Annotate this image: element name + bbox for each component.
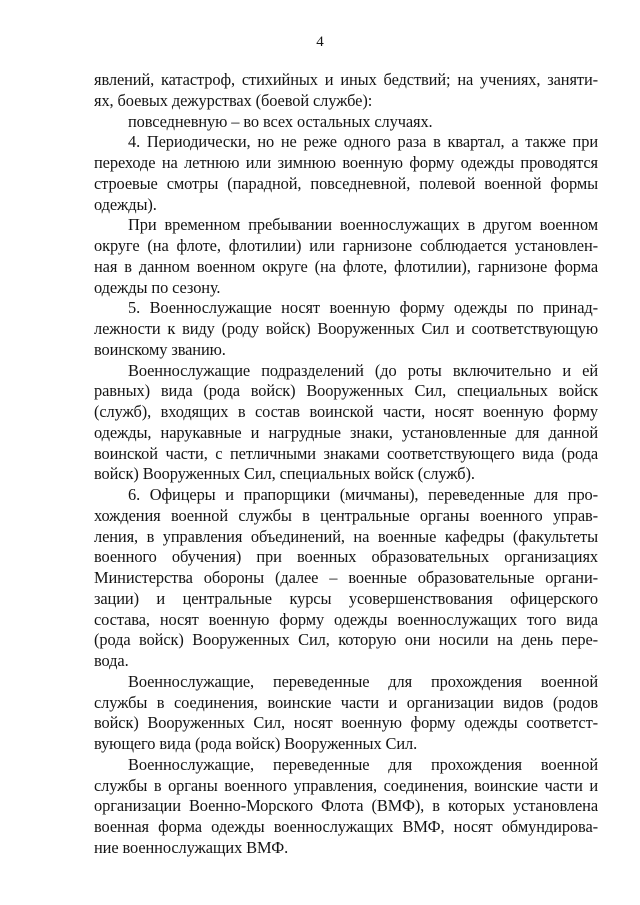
text-line: Министерства обороны (далее – военные образовательные органи- — [94, 568, 598, 587]
text-line: строевые смотры (парадной, повседневной, полевой военной формы — [94, 173, 598, 193]
text-line: службы в органы военного управления, соединения, воинские части и — [94, 775, 598, 795]
text-line: Военнослужащие, переведенные для прохождения военной — [128, 754, 598, 774]
text-line: 4. Периодически, но не реже одного раза в квартал, а также при — [128, 132, 598, 152]
document-body — [94, 70, 598, 859]
text-line: военного обучения) при военных образовательных организациях — [94, 547, 598, 567]
text-line: ях, боевых дежурствах (боевой службе): — [94, 90, 373, 110]
text-line: 5. Военнослужащие носят военную форму одежды по принад- — [128, 298, 598, 318]
text-line: состава, носят военную форму одежды военнослужащих того вида — [94, 609, 598, 629]
text-line: вующего вида (рода войск) Вооруженных Сил. — [94, 734, 418, 753]
text-line: вода. — [94, 651, 129, 670]
text-line: Военнослужащие, переведенные для прохождения военной — [128, 671, 598, 691]
text-line: ние военнослужащих ВМФ. — [94, 837, 289, 857]
text-line: хождения военной службы в центральные органы военного управ- — [94, 505, 598, 525]
text-line: округе (на флоте, флотилии) или гарнизоне соблюдается установлен- — [94, 236, 598, 255]
text-line: 6. Офицеры и прапорщики (мичманы), переведенные для про- — [128, 485, 598, 504]
text-line: лежности к виду (роду войск) Вооруженных Сил и соответствующую — [94, 319, 598, 338]
text-line: войск) Вооруженных Сил, специальных войск (служб). — [94, 464, 475, 484]
text-line: При временном пребывании военнослужащих в другом военном — [128, 215, 598, 235]
text-line: военная форма одежды военнослужащих ВМФ, носят обмундирова- — [94, 817, 598, 836]
text-line: зации) и центральные курсы усовершенствования офицерского — [94, 588, 598, 608]
text-line: (служб), входящих в состав воинской части, носят военную форму — [94, 402, 598, 421]
text-line: равных) вида (рода войск) Вооруженных Сил, специальных войск — [94, 381, 598, 401]
text-line: (рода войск) Вооруженных Сил, которую они носили на день пере- — [94, 630, 598, 650]
text-line: войск) Вооруженных Сил, носят военную форму одежды соответст- — [94, 713, 598, 733]
text-line: одежды по сезону. — [94, 277, 221, 297]
text-line: явлений, катастроф, стихийных и иных бедствий; на учениях, заняти- — [94, 70, 598, 89]
text-line: ления, в управления объединений, на военные кафедры (факультеты — [94, 526, 598, 546]
text-line: воинскому званию. — [94, 339, 226, 359]
text-line: повседневную – во всех остальных случаях. — [128, 111, 433, 131]
text-line: переходе на летнюю или зимнюю военную форму одежды проводятся — [94, 153, 598, 172]
text-line: воинской части, с петличными знаками соответствующего вида (рода — [94, 443, 598, 463]
text-line: Военнослужащие подразделений (до роты включительно и ей — [128, 360, 598, 380]
text-line: организации Военно-Морского Флота (ВМФ), в которых установлена — [94, 796, 598, 816]
text-line: одежды, нарукавные и нагрудные знаки, установленные для данной — [94, 422, 598, 442]
text-line: службы в соединения, воинские части и организации видов (родов — [94, 692, 598, 712]
page-number: 4 — [316, 34, 324, 50]
text-line: одежды). — [94, 194, 157, 214]
text-line: ная в данном военном округе (на флоте, флотилии), гарнизоне форма — [94, 256, 598, 276]
